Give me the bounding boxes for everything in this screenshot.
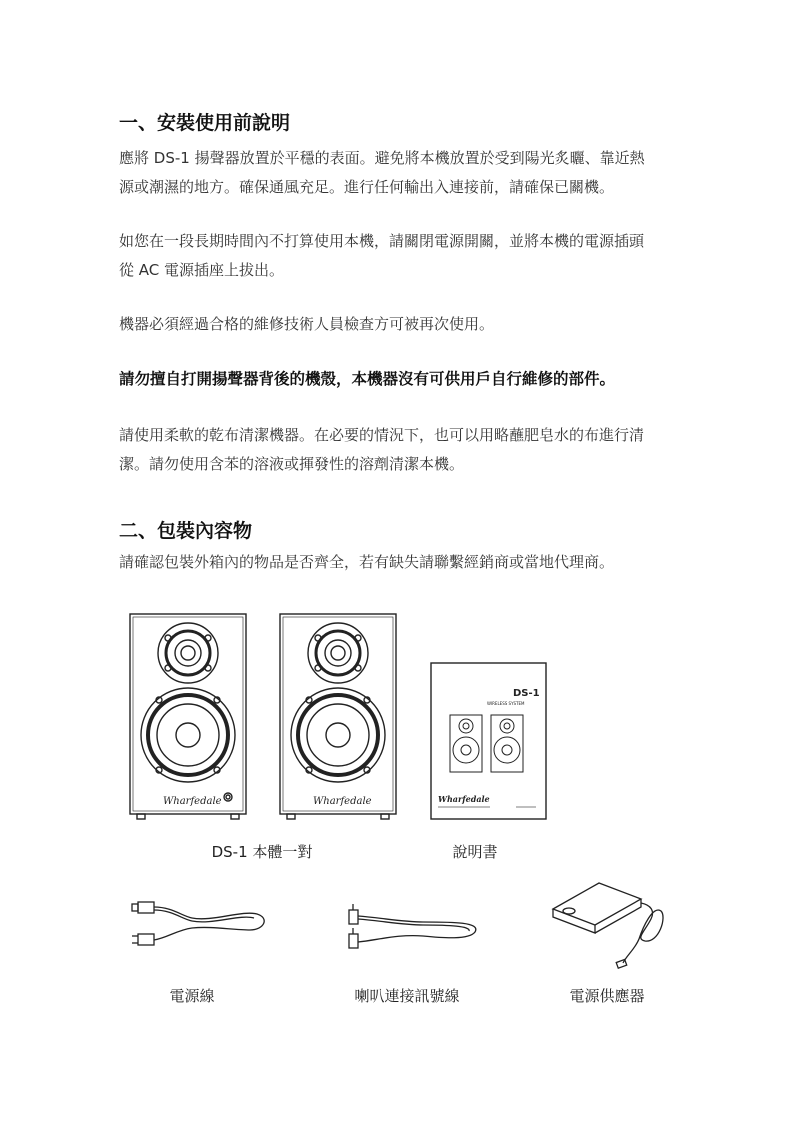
power-cord-illustration: [132, 896, 272, 956]
manual-subtitle: WIRELESS SYSTEM: [487, 701, 525, 706]
power-adapter-illustration: [551, 877, 676, 973]
paragraph-line: 從 AC 電源插座上拔出。: [119, 261, 285, 279]
speaker-pair-illustration: [125, 608, 410, 826]
paragraph-line: 潔。請勿使用含苯的溶液或揮發性的溶劑清潔本機。: [119, 455, 465, 473]
speaker-cable-caption: 喇叭連接訊號線: [354, 987, 460, 1005]
manual-caption: 說明書: [452, 843, 498, 861]
package-intro: 請確認包裝外箱內的物品是否齊全，若有缺失請聯繫經銷商或當地代理商。: [119, 553, 615, 571]
manual-model: DS-1: [513, 688, 540, 699]
speaker-left: [130, 614, 246, 819]
paragraph-inspection: 機器必須經過合格的維修技術人員檢查方可被再次使用。: [119, 315, 495, 333]
speaker-right-brand: Wharfedale: [313, 796, 372, 807]
speaker-left-brand: Wharfedale: [163, 796, 222, 807]
power-adapter-caption: 電源供應器: [569, 987, 645, 1005]
paragraph-line: 源或潮濕的地方。確保通風充足。進行任何輸出入連接前，請確保已關機。: [119, 178, 615, 196]
paragraph-line: 應將 DS-1 揚聲器放置於平穩的表面。避免將本機放置於受到陽光炙曬、靠近熱: [119, 149, 645, 167]
manual-illustration: [430, 662, 548, 822]
section-2-heading: 二、包裝內容物: [119, 520, 253, 542]
power-cord-caption: 電源線: [169, 987, 215, 1005]
manual-brand: Wharfedale: [438, 794, 490, 804]
speaker-cable-illustration: [343, 898, 483, 960]
paragraph-cleaning: [119, 421, 679, 479]
warning-text: 請勿擅自打開揚聲器背後的機殼，本機器沒有可供用戶自行維修的部件。: [119, 370, 616, 388]
speaker-right: [280, 614, 396, 819]
section-1-heading: 一、安裝使用前說明: [119, 112, 291, 134]
speakers-caption: DS-1 本體一對: [211, 843, 313, 861]
paragraph-line: 如您在一段長期時間內不打算使用本機，請關閉電源開關，並將本機的電源插頭: [119, 232, 645, 250]
paragraph-power-off: [119, 227, 679, 285]
manual-speaker-drawing: [450, 715, 523, 772]
paragraph-placement: [119, 144, 679, 202]
paragraph-line: 請使用柔軟的乾布清潔機器。在必要的情況下，也可以用略蘸肥皂水的布進行清: [119, 426, 645, 444]
